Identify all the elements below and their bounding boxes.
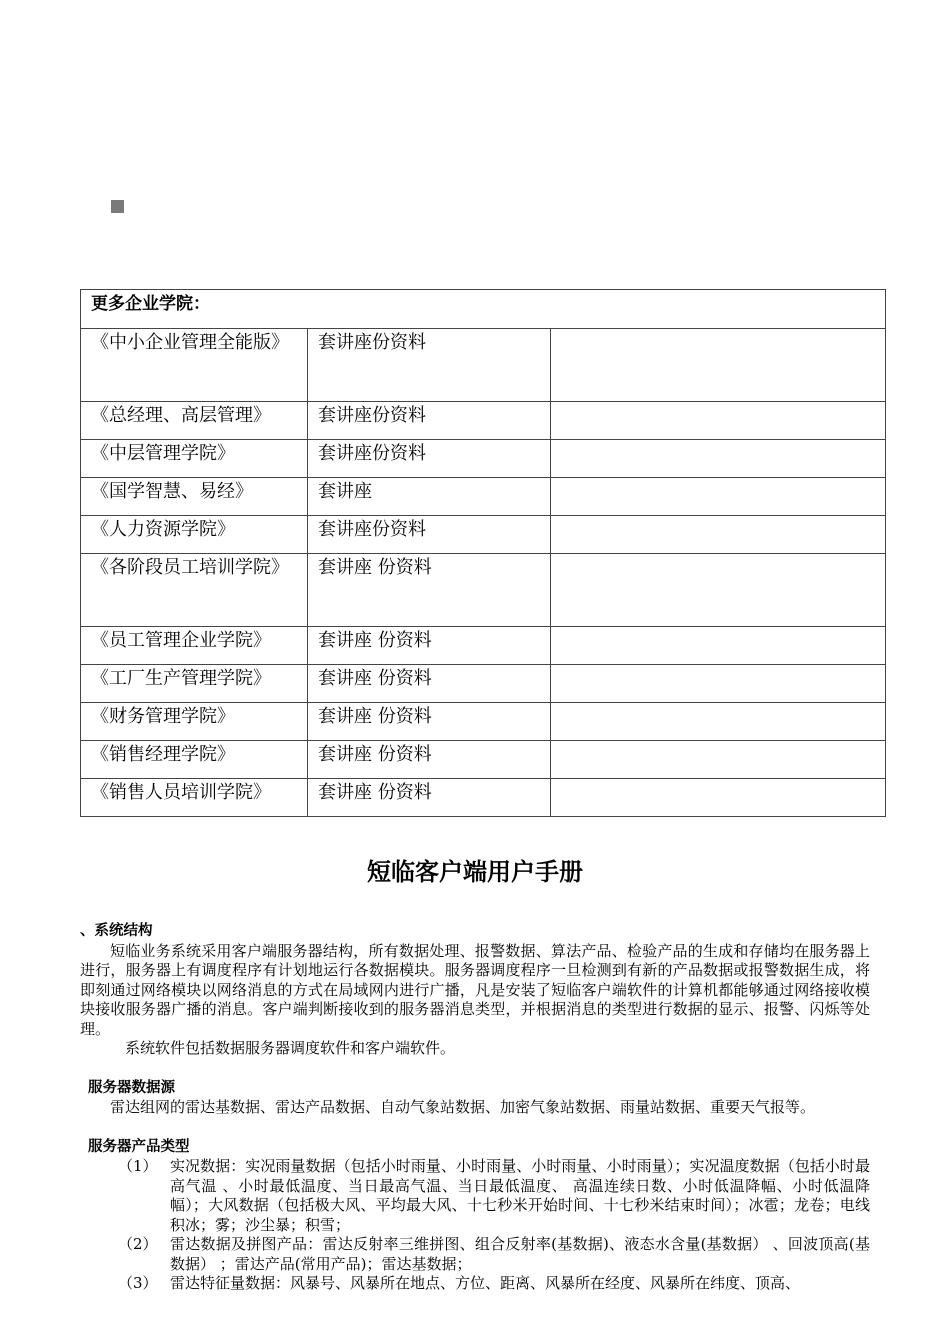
course-name-cell: 《人力资源学院》	[81, 516, 308, 554]
table-row	[81, 440, 886, 478]
course-name-cell: 《中层管理学院》	[81, 440, 308, 478]
document-title: 短临客户端用户手册	[367, 858, 583, 886]
list-item	[80, 1235, 870, 1274]
table-row	[81, 627, 886, 665]
course-name-cell: 《员工管理企业学院》	[81, 627, 308, 665]
course-name-cell: 《总经理、高层管理》	[81, 402, 308, 440]
course-desc-cell: 套讲座 份资料	[308, 627, 551, 665]
table-row	[81, 329, 886, 402]
empty-cell	[551, 779, 886, 817]
table-row	[81, 665, 886, 703]
product-type-list	[80, 1157, 870, 1294]
course-name-cell: 《国学智慧、易经》	[81, 478, 308, 516]
paragraph: 雷达组网的雷达基数据、雷达产品数据、自动气象站数据、加密气象站数据、雨量站数据、重要天气报等。	[110, 1098, 816, 1116]
course-desc-cell: 套讲座 份资料	[308, 554, 551, 627]
empty-cell	[551, 741, 886, 779]
course-desc-cell: 套讲座 份资料	[308, 703, 551, 741]
course-desc-cell: 套讲座份资料	[308, 516, 551, 554]
table-row	[81, 779, 886, 817]
table-row	[81, 703, 886, 741]
section-heading-product-types: 服务器产品类型	[88, 1138, 190, 1155]
list-item-text: 实况数据：实况雨量数据（包括小时雨量、小时雨量、小时雨量、小时雨量）；实况温度数据（包括小时最高气温 、小时最低温度、当日最高气温、当日最低温度、 高温连续日数、小时低温降幅、小时低温降幅）；大风数据（包括极大风、平均最大风、十七秒米开始时间、十七秒米结束时间）；冰雹；龙卷；电线积冰；雾；沙尘暴；积雪；	[170, 1157, 870, 1234]
course-name-cell: 《中小企业管理全能版》	[81, 329, 308, 402]
course-desc-cell: 套讲座份资料	[308, 402, 551, 440]
empty-cell	[551, 478, 886, 516]
empty-cell	[551, 329, 886, 402]
bullet-square-icon	[111, 200, 124, 213]
table-row	[81, 402, 886, 440]
table-row	[81, 478, 886, 516]
section-heading-system-structure: 、系统结构	[80, 923, 153, 939]
course-name-cell: 《各阶段员工培训学院》	[81, 554, 308, 627]
course-table	[80, 289, 886, 817]
empty-cell	[551, 627, 886, 665]
list-item-text: 雷达特征量数据：风暴号、风暴所在地点、方位、距离、风暴所在经度、风暴所在纬度、顶高、	[170, 1274, 801, 1292]
list-item-number: （2）	[118, 1235, 158, 1253]
list-item	[80, 1274, 870, 1294]
empty-cell	[551, 665, 886, 703]
course-desc-cell: 套讲座 份资料	[308, 665, 551, 703]
list-item	[80, 1157, 870, 1235]
list-item-number: （1）	[118, 1157, 158, 1175]
course-desc-cell: 套讲座 份资料	[308, 741, 551, 779]
section-heading-data-source: 服务器数据源	[88, 1079, 175, 1096]
course-name-cell: 《财务管理学院》	[81, 703, 308, 741]
empty-cell	[551, 402, 886, 440]
course-desc-cell: 套讲座份资料	[308, 329, 551, 402]
table-header-row	[81, 290, 886, 329]
course-name-cell: 《销售经理学院》	[81, 741, 308, 779]
course-desc-cell: 套讲座 份资料	[308, 779, 551, 817]
list-item-number: （3）	[118, 1274, 158, 1292]
course-desc-cell: 套讲座	[308, 478, 551, 516]
table-header: 更多企业学院：	[81, 290, 886, 329]
empty-cell	[551, 703, 886, 741]
document-body	[80, 922, 870, 1294]
empty-cell	[551, 440, 886, 478]
list-item-text: 雷达数据及拼图产品：雷达反射率三维拼图、组合反射率(基数据)、液态水含量(基数据） 、回波顶高(基数据） ；雷达产品(常用产品)；雷达基数据；	[170, 1235, 870, 1273]
table-row	[81, 554, 886, 627]
course-name-cell: 《工厂生产管理学院》	[81, 665, 308, 703]
empty-cell	[551, 516, 886, 554]
paragraph: 短临业务系统采用客户端服务器结构，所有数据处理、报警数据、算法产品、检验产品的生成和存储均在服务器上进行，服务器上有调度程序有计划地运行各数据模块。服务器调度程序一旦检测到有新的产品数据或报警数据生成，将即刻通过网络模块以网络消息的方式在局域网内进行广播，凡是安装了短临客户端软件的计算机都能够通过网络接收模块接收服务器广播的消息。客户端判断接收到的服务器消息类型，并根据消息的类型进行数据的显示、报警、闪烁等处理。	[80, 941, 870, 1038]
table-row	[81, 741, 886, 779]
paragraph: 系统软件包括数据服务器调度软件和客户端软件。	[125, 1039, 456, 1057]
course-name-cell: 《销售人员培训学院》	[81, 779, 308, 817]
course-desc-cell: 套讲座份资料	[308, 440, 551, 478]
table-row	[81, 516, 886, 554]
empty-cell	[551, 554, 886, 627]
